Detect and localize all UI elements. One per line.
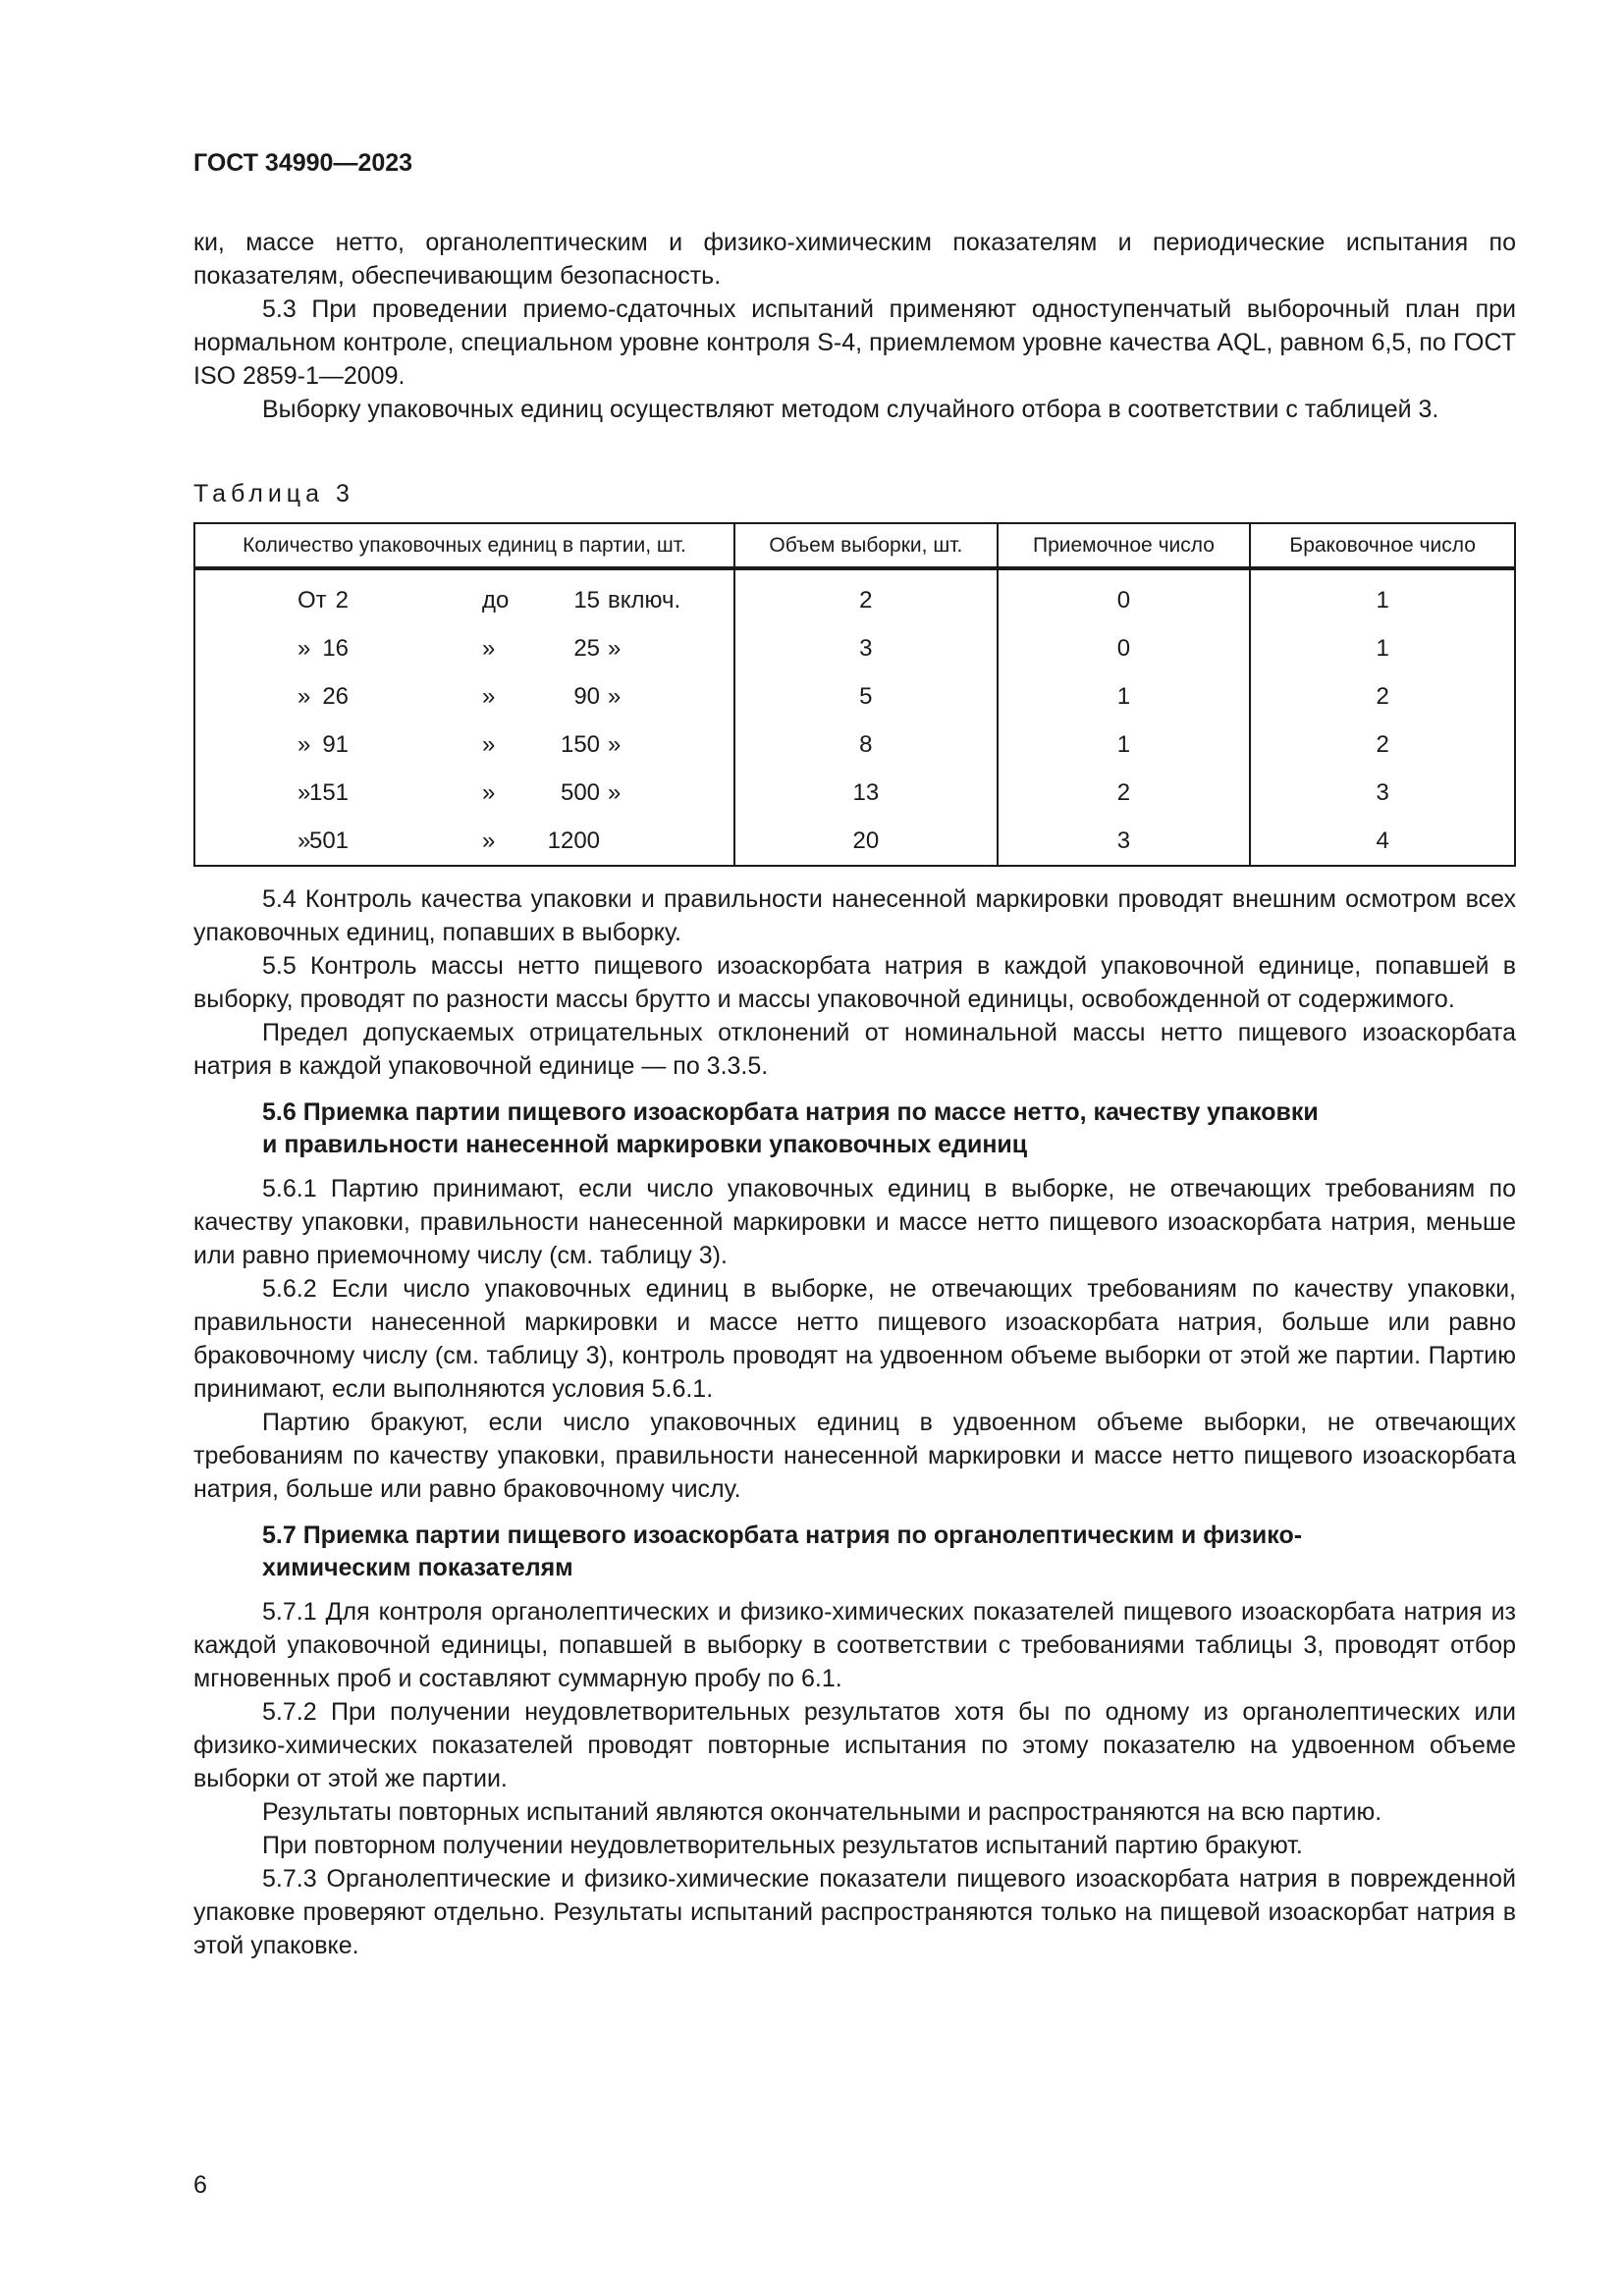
lot-from-word: »: [298, 634, 311, 662]
sample-size-cell: 2: [734, 568, 998, 624]
heading-line: 5.7 Приемка партии пищевого изоаскорбата натрия по органолептическим и физико-: [262, 1522, 1303, 1549]
acceptance-cell: 2: [998, 769, 1251, 817]
section-heading-5-6: [193, 1096, 1516, 1161]
sample-size-cell: 5: [734, 672, 998, 721]
header-rejection-number: Браковочное число: [1250, 523, 1515, 568]
header-lot-size: Количество упаковочных единиц в партии, шт.: [194, 523, 734, 568]
lot-from: 26: [322, 682, 350, 710]
paragraph-5-5-tolerance: Предел допускаемых отрицательных отклонений от номинальной массы нетто пищевого изоаскорбата натрия в каждой упаковочной единице — по 3.3.5.: [193, 1019, 1516, 1080]
acceptance-cell: 1: [998, 721, 1251, 769]
acceptance-cell: 1: [998, 672, 1251, 721]
page-number: 6: [193, 2171, 207, 2199]
sample-size-cell: 20: [734, 817, 998, 866]
paragraph-5-6-2: 5.6.2 Если число упаковочных единиц в выборке, не отвечающих требованиям по качеству упаковки, правильности нанесенной маркировки и массе нетто пищевого изоаскорбата натрия, больше или равно браковочному числу (см. таблицу 3), контроль проводят на удвоенном объеме выборки от этой же партии. Партию принимают, если выполняются условия 5.6.1.: [193, 1275, 1516, 1403]
acceptance-cell: 3: [998, 817, 1251, 866]
acceptance-cell: 0: [998, 624, 1251, 672]
sample-size-cell: 3: [734, 624, 998, 672]
lot-to-word: »: [482, 778, 496, 806]
lot-from-word: »: [298, 682, 311, 710]
lot-suffix: включ.: [608, 586, 681, 614]
paragraph-5-7-2-repeat: При повторном получении неудовлетворительных результатов испытаний партию бракуют.: [262, 1832, 1303, 1859]
lot-from: 501: [308, 827, 350, 854]
heading-line: и правильности нанесенной маркировки упаковочных единиц: [262, 1131, 1028, 1158]
paragraph-5-7-1: 5.7.1 Для контроля органолептических и физико-химических показателей пищевого изоаскорбата натрия из каждой упаковочной единицы, попавшей в выборку в соответствии с требованиями таблицы 3, проводят отбор мгновенных проб и составляют суммарную пробу по 6.1.: [193, 1598, 1516, 1692]
lot-from: 151: [308, 778, 350, 806]
lot-suffix: »: [608, 730, 622, 758]
paragraph-5-4: 5.4 Контроль качества упаковки и правильности нанесенной маркировки проводят внешним осмотром всех упаковочных единиц, попавших в выборку.: [193, 885, 1516, 946]
rejection-cell: 1: [1250, 568, 1515, 624]
lot-from: 91: [322, 730, 350, 758]
paragraph-5-6-2-reject: Партию бракуют, если число упаковочных единиц в удвоенном объеме выборки, не отвечающих требованиям по качеству упаковки, правильности нанесенной маркировки и массе нетто пищевого изоаскорбата натрия, больше или равно браковочному числу.: [193, 1409, 1516, 1503]
heading-line: 5.6 Приемка партии пищевого изоаскорбата натрия по массе нетто, качеству упаковки: [262, 1098, 1319, 1126]
table-row: [194, 769, 1515, 817]
header-acceptance-number: Приемочное число: [998, 523, 1251, 568]
lot-from-word: »: [298, 778, 311, 806]
acceptance-cell: 0: [998, 568, 1251, 624]
document-header: ГОСТ 34990—2023: [193, 149, 413, 177]
lot-to-word: до: [482, 586, 510, 614]
lot-from-word: От: [298, 586, 327, 614]
lot-from-word: »: [298, 827, 311, 854]
lot-to: 500: [560, 778, 601, 806]
lot-to: 25: [573, 634, 601, 662]
paragraph-continuation: ки, массе нетто, органолептическим и физико-химическим показателям и периодические испытания по показателям, обеспечивающим безопасность.: [193, 229, 1516, 290]
body-section: [193, 882, 1516, 1962]
paragraph-5-7-2-final: Результаты повторных испытаний являются окончательными и распространяются на всю партию.: [262, 1798, 1382, 1826]
lot-to: 1200: [547, 827, 601, 854]
lot-to-word: »: [482, 682, 496, 710]
paragraph-5-5: 5.5 Контроль массы нетто пищевого изоаскорбата натрия в каждой упаковочной единице, попавшей в выборку, проводят по разности массы брутто и массы упаковочной единицы, освобожденной от содержимого.: [193, 952, 1516, 1013]
lot-suffix: »: [608, 634, 622, 662]
sample-size-cell: 13: [734, 769, 998, 817]
lot-to-word: »: [482, 634, 496, 662]
table-caption: Таблица 3: [193, 480, 354, 507]
lot-to: 150: [560, 730, 601, 758]
table-row: [194, 568, 1515, 624]
lot-from: 16: [322, 634, 350, 662]
sampling-plan-table: [193, 522, 1516, 867]
rejection-cell: 3: [1250, 769, 1515, 817]
lot-suffix: »: [608, 682, 622, 710]
section-heading-5-7: [193, 1520, 1516, 1584]
lot-to: 15: [573, 586, 601, 614]
rejection-cell: 4: [1250, 817, 1515, 866]
rejection-cell: 1: [1250, 624, 1515, 672]
lot-suffix: »: [608, 778, 622, 806]
paragraph-5-3: 5.3 При проведении приемо-сдаточных испытаний применяют одноступенчатый выборочный план при нормальном контроле, специальном уровне контроля S-4, приемлемом уровне качества AQL, равном 6,5, по ГОСТ ISO 2859-1—2009.: [193, 295, 1516, 390]
lot-from: 2: [335, 586, 350, 614]
intro-section: [193, 226, 1516, 426]
lot-to-word: »: [482, 730, 496, 758]
table-row: [194, 817, 1515, 866]
rejection-cell: 2: [1250, 672, 1515, 721]
paragraph-5-7-2: 5.7.2 При получении неудовлетворительных результатов хотя бы по одному из органолептических или физико-химических показателей проводят повторные испытания по этому показателю на удвоенном объеме выборки от этой же партии.: [193, 1698, 1516, 1792]
paragraph-5-6-1: 5.6.1 Партию принимают, если число упаковочных единиц в выборке, не отвечающих требованиям по качеству упаковки, правильности нанесенной маркировки и массе нетто пищевого изоаскорбата натрия, меньше или равно приемочному числу (см. таблицу 3).: [193, 1175, 1516, 1269]
table-row: [194, 624, 1515, 672]
heading-line: химическим показателям: [262, 1554, 573, 1581]
table-header-row: [194, 523, 1515, 568]
lot-to: 90: [573, 682, 601, 710]
lot-to-word: »: [482, 827, 496, 854]
lot-from-word: »: [298, 730, 311, 758]
paragraph-sampling-method: Выборку упаковочных единиц осуществляют методом случайного отбора в соответствии с таблицей 3.: [262, 396, 1439, 423]
table-row: [194, 672, 1515, 721]
table-row: [194, 721, 1515, 769]
rejection-cell: 2: [1250, 721, 1515, 769]
header-sample-size: Объем выборки, шт.: [734, 523, 998, 568]
sample-size-cell: 8: [734, 721, 998, 769]
paragraph-5-7-3: 5.7.3 Органолептические и физико-химические показатели пищевого изоаскорбата натрия в поврежденной упаковке проверяют отдельно. Результаты испытаний распространяются только на пищевой изоаскорбат натрия в этой упаковке.: [193, 1865, 1516, 1959]
